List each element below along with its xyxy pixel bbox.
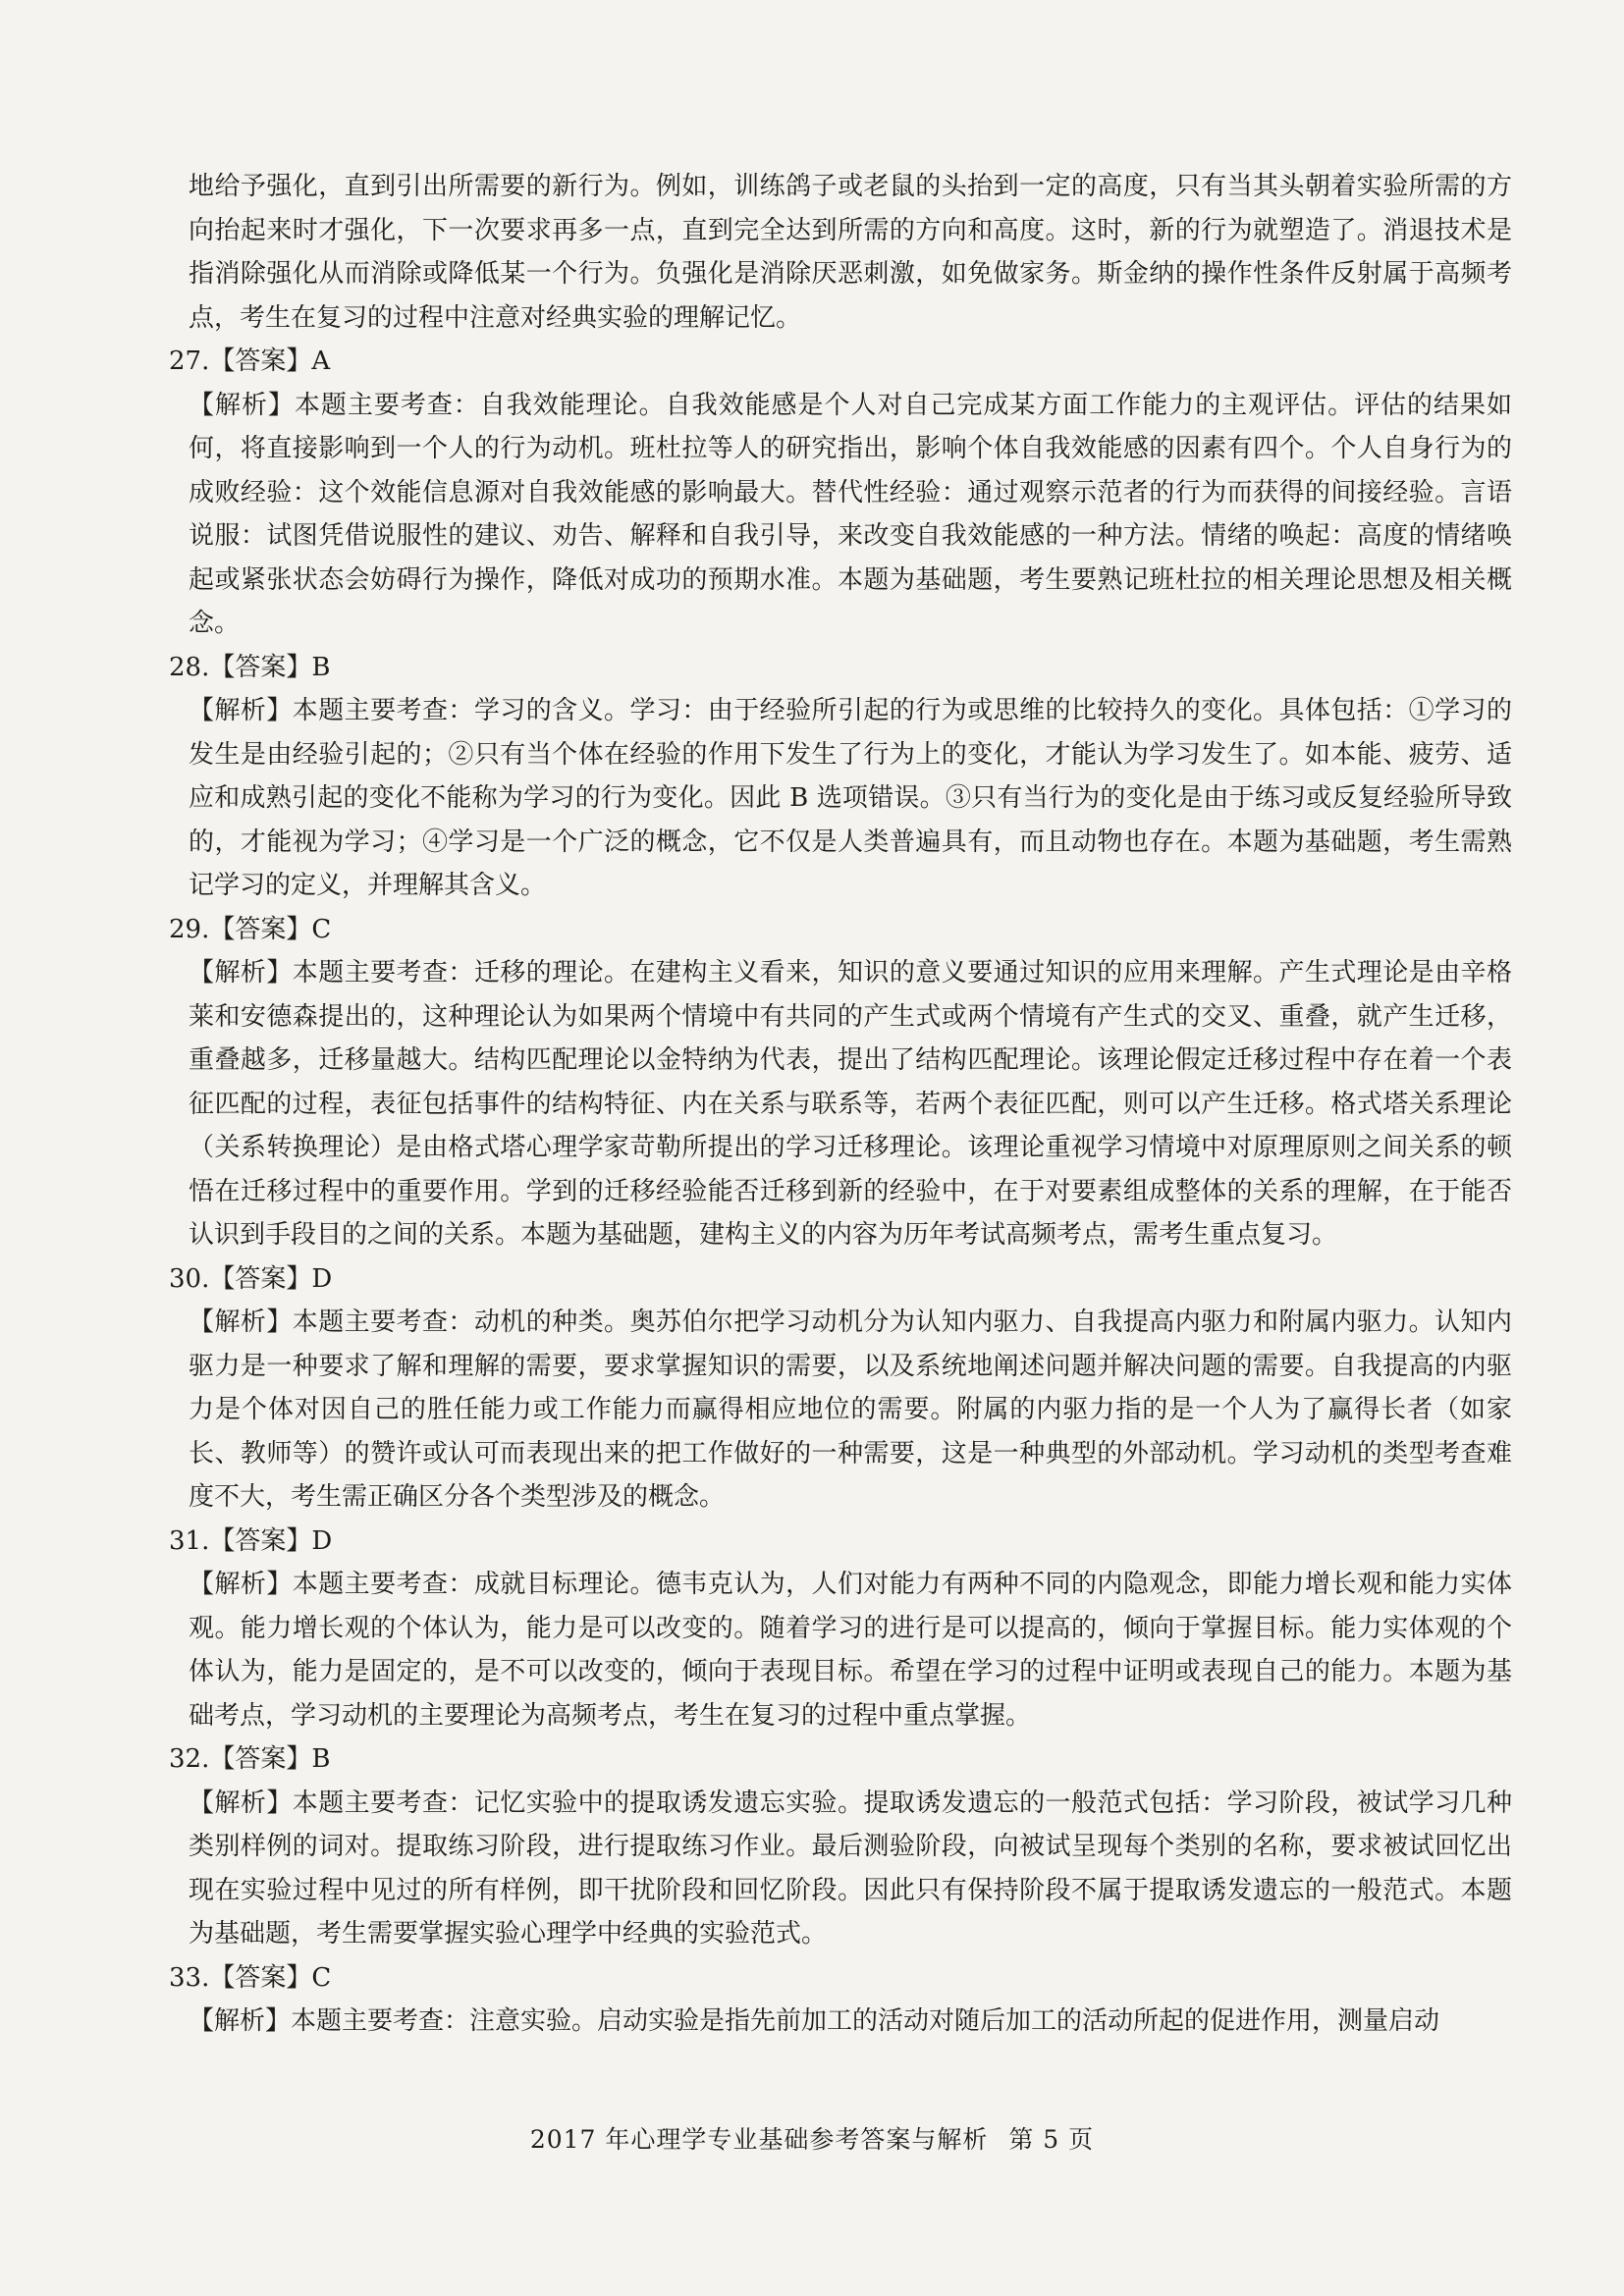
analysis-paragraph [169, 384, 1512, 646]
analysis-text: 本题主要考查：成就目标理论。德韦克认为，人们对能力有两种不同的内隐观念，即能力增长观和能力实体观。能力增长观的个体认为，能力是可以改变的。随着学习的进行是可以提高的，倾向于掌握目标。能力实体观的个体认为，能力是固定的，是不可以改变的，倾向于表现目标。希望在学习的过程中证明或表现自己的能力。本题为基础考点，学习动机的主要理论为高频考点，考生在复习的过程中重点掌握。 [189, 1570, 1512, 1731]
footer-title: 2017 年心理学专业基础参考答案与解析 [529, 2125, 989, 2154]
answer-value: B [311, 1744, 331, 1774]
answer-value: B [311, 652, 331, 682]
analysis-label: 【解析】 [189, 2006, 292, 2036]
answer-label: 【答案】 [209, 1962, 312, 1993]
answer-value: D [311, 1263, 333, 1294]
intro-paragraph: 地给予强化，直到引出所需要的新行为。例如，训练鸽子或老鼠的头抬到一定的高度，只有当其头朝着实验所需的方向抬起来时才强化，下一次要求再多一点，直到完全达到所需的方向和高度。这时，新的行为就塑造了。消退技术是指消除强化从而消除或降低某一个行为。负强化是消除厌恶刺激，如免做家务。斯金纳的操作性条件反射属于高频考点，考生在复习的过程中注意对经典实验的理解记忆。 [189, 172, 1512, 333]
analysis-text: 本题主要考查：迁移的理论。在建构主义看来，知识的意义要通过知识的应用来理解。产生式理论是由辛格莱和安德森提出的，这种理论认为如果两个情境中有共同的产生式或两个情境有产生式的交叉、重叠，就产生迁移，重叠越多，迁移量越大。结构匹配理论以金特纳为代表，提出了结构匹配理论。该理论假定迁移过程中存在着一个表征匹配的过程，表征包括事件的结构特征、内在关系与联系等，若两个表征匹配，则可以产生迁移。格式塔关系理论（关系转换理论）是由格式塔心理学家苛勒所提出的学习迁移理论。该理论重视学习情境中对原理原则之间关系的顿悟在迁移过程中的重要作用。学到的迁移经验能否迁移到新的经验中，在于对要素组成整体的关系的理解，在于能否认识到手段目的之间的关系。本题为基础题，建构主义的内容为历年考试高频考点，需考生重点复习。 [189, 958, 1512, 1250]
answer-value: D [311, 1525, 333, 1556]
answer-line [169, 646, 1512, 690]
analysis-text: 本题主要考查：学习的含义。学习：由于经验所引起的行为或思维的比较持久的变化。具体包括：①学习的发生是由经验引起的；②只有当个体在经验的作用下发生了行为上的变化，才能认为学习发生了。如本能、疲劳、适应和成熟引起的变化不能称为学习的行为变化。因此 B 选项错误。③只有当行为的变化是由于练习或反复经验所导致的，才能视为学习；④学习是一个广泛的概念，它不仅是人类普遍具有，而且动物也存在。本题为基础题，考生需熟记学习的定义，并理解其含义。 [189, 696, 1512, 900]
answer-value: A [311, 347, 331, 376]
answer-item-30 [169, 1257, 1512, 1520]
question-number: 30. [169, 1263, 210, 1294]
analysis-text: 本题主要考查：记忆实验中的提取诱发遗忘实验。提取诱发遗忘的一般范式包括：学习阶段，被试学习几种类别样例的词对。提取练习阶段，进行提取练习作业。最后测验阶段，向被试呈现每个类别的名称，要求被试回忆出现在实验过程中见过的所有样例，即干扰阶段和回忆阶段。因此只有保持阶段不属于提取诱发遗忘的一般范式。本题为基础题，考生需要掌握实验心理学中经典的实验范式。 [189, 1788, 1512, 1949]
analysis-label: 【解析】 [189, 1308, 293, 1337]
question-number: 27. [169, 347, 210, 376]
answer-label: 【答案】 [209, 652, 312, 682]
analysis-label: 【解析】 [189, 1788, 293, 1818]
analysis-label: 【解析】 [189, 1570, 293, 1599]
answer-label: 【答案】 [209, 914, 312, 944]
analysis-label: 【解析】 [189, 696, 293, 725]
page-number: 第 5 页 [1008, 2125, 1095, 2154]
answer-label: 【答案】 [209, 1744, 312, 1774]
analysis-label: 【解析】 [189, 390, 295, 420]
answer-label: 【答案】 [209, 1525, 312, 1556]
answer-label: 【答案】 [209, 1263, 312, 1294]
answer-line [169, 1737, 1512, 1782]
analysis-text: 本题主要考查：动机的种类。奥苏伯尔把学习动机分为认知内驱力、自我提高内驱力和附属内驱力。认知内驱力是一种要求了解和理解的需要，要求掌握知识的需要，以及系统地阐述问题并解决问题的需要。自我提高的内驱力是个体对因自己的胜任能力或工作能力而赢得相应地位的需要。附属的内驱力指的是一个人为了赢得长者（如家长、教师等）的赞许或认可而表现出来的把工作做好的一种需要，这是一种典型的外部动机。学习动机的类型考查难度不大，考生需正确区分各个类型涉及的概念。 [189, 1308, 1512, 1512]
page-content [169, 165, 1512, 2044]
analysis-paragraph [169, 2000, 1512, 2044]
analysis-paragraph [169, 1782, 1512, 1956]
answer-item-32 [169, 1737, 1512, 1956]
answer-line [169, 1257, 1512, 1302]
analysis-paragraph [169, 1301, 1512, 1520]
answer-line [169, 1956, 1512, 2001]
analysis-text: 本题主要考查：自我效能理论。自我效能感是个人对自己完成某方面工作能力的主观评估。评估的结果如何，将直接影响到一个人的行为动机。班杜拉等人的研究指出，影响个体自我效能感的因素有四个。个人自身行为的成败经验：这个效能信息源对自我效能感的影响最大。替代性经验：通过观察示范者的行为而获得的间接经验。言语说服：试图凭借说服性的建议、劝告、解释和自我引导，来改变自我效能感的一种方法。情绪的唤起：高度的情绪唤起或紧张状态会妨碍行为操作，降低对成功的预期水准。本题为基础题，考生要熟记班杜拉的相关理论思想及相关概念。 [189, 390, 1512, 638]
answer-item-31 [169, 1520, 1512, 1738]
question-number: 28. [169, 652, 210, 682]
analysis-label: 【解析】 [189, 958, 293, 988]
page-footer [0, 2120, 1624, 2156]
question-number: 31. [169, 1525, 210, 1556]
answer-line [169, 1520, 1512, 1564]
answer-item-29 [169, 908, 1512, 1257]
question-number: 32. [169, 1744, 210, 1774]
analysis-paragraph [169, 1563, 1512, 1737]
answer-line [169, 340, 1512, 384]
answer-item-27 [169, 340, 1512, 646]
answer-value: C [311, 914, 332, 944]
analysis-paragraph [169, 951, 1512, 1257]
answer-item-28 [169, 646, 1512, 908]
answer-line [169, 908, 1512, 952]
answer-value: C [311, 1962, 332, 1993]
question-number: 29. [169, 914, 210, 944]
answer-item-33 [169, 1956, 1512, 2044]
question-number: 33. [169, 1962, 210, 1993]
answer-label: 【答案】 [209, 347, 312, 376]
analysis-text: 本题主要考查：注意实验。启动实验是指先前加工的活动对随后加工的活动所起的促进作用，测量启动 [291, 2006, 1440, 2036]
analysis-paragraph [169, 689, 1512, 908]
